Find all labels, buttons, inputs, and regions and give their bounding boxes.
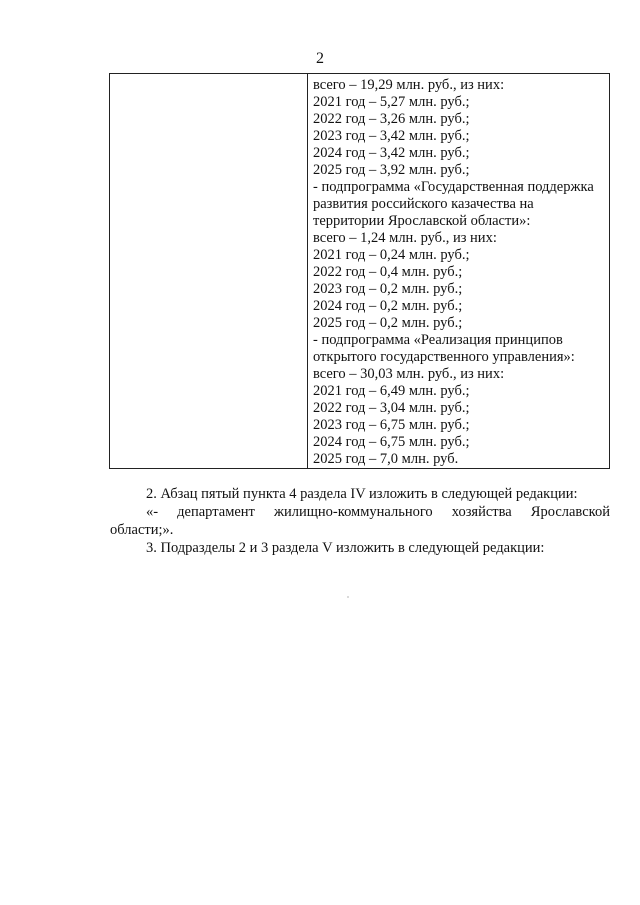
table-line: 2022 год – 0,4 млн. руб.;	[313, 264, 463, 280]
table-line: 2023 год – 3,42 млн. руб.;	[313, 128, 470, 144]
item-2-quote-end: области;».	[110, 522, 174, 538]
table-line: 2024 год – 6,75 млн. руб.;	[313, 434, 470, 450]
quote-word: хозяйства	[451, 504, 512, 520]
table-left-cell	[110, 74, 308, 468]
table-right-cell	[308, 74, 609, 468]
table-line: открытого государственного управления»:	[313, 349, 575, 365]
item-3-paragraph: 3. Подразделы 2 и 3 раздела V изложить в следующей редакции:	[146, 540, 545, 556]
table-line: - подпрограмма «Государственная поддержка	[313, 179, 594, 195]
table-line: 2022 год – 3,04 млн. руб.;	[313, 400, 470, 416]
table-line: 2024 год – 0,2 млн. руб.;	[313, 298, 463, 314]
table-line: всего – 30,03 млн. руб., из них:	[313, 366, 505, 382]
table-line: 2025 год – 3,92 млн. руб.;	[313, 162, 470, 178]
item-2-quote-line	[110, 503, 610, 521]
table-line: 2021 год – 6,49 млн. руб.;	[313, 383, 470, 399]
quote-word: департамент	[177, 504, 255, 520]
table-line: 2025 год – 7,0 млн. руб.	[313, 451, 459, 467]
item-2-paragraph: 2. Абзац пятый пункта 4 раздела IV изложить в следующей редакции:	[146, 486, 578, 502]
table-line: 2022 год – 3,26 млн. руб.;	[313, 111, 470, 127]
page-number: 2	[316, 50, 324, 67]
table-line: всего – 19,29 млн. руб., из них:	[313, 77, 505, 93]
table-line: 2021 год – 0,24 млн. руб.;	[313, 247, 470, 263]
table-line: - подпрограмма «Реализация принципов	[313, 332, 563, 348]
table-line: 2025 год – 0,2 млн. руб.;	[313, 315, 463, 331]
table-line: всего – 1,24 млн. руб., из них:	[313, 230, 497, 246]
quote-word: «-	[146, 504, 159, 520]
quote-word: Ярославской	[530, 504, 610, 520]
scan-speck	[347, 596, 349, 598]
table-line: 2021 год – 5,27 млн. руб.;	[313, 94, 470, 110]
table-line: территории Ярославской области»:	[313, 213, 531, 229]
quote-word: жилищно-коммунального	[273, 504, 433, 520]
funding-table	[109, 73, 610, 469]
table-line: 2023 год – 0,2 млн. руб.;	[313, 281, 463, 297]
table-line: 2023 год – 6,75 млн. руб.;	[313, 417, 470, 433]
table-line: 2024 год – 3,42 млн. руб.;	[313, 145, 470, 161]
table-line: развития российского казачества на	[313, 196, 534, 212]
